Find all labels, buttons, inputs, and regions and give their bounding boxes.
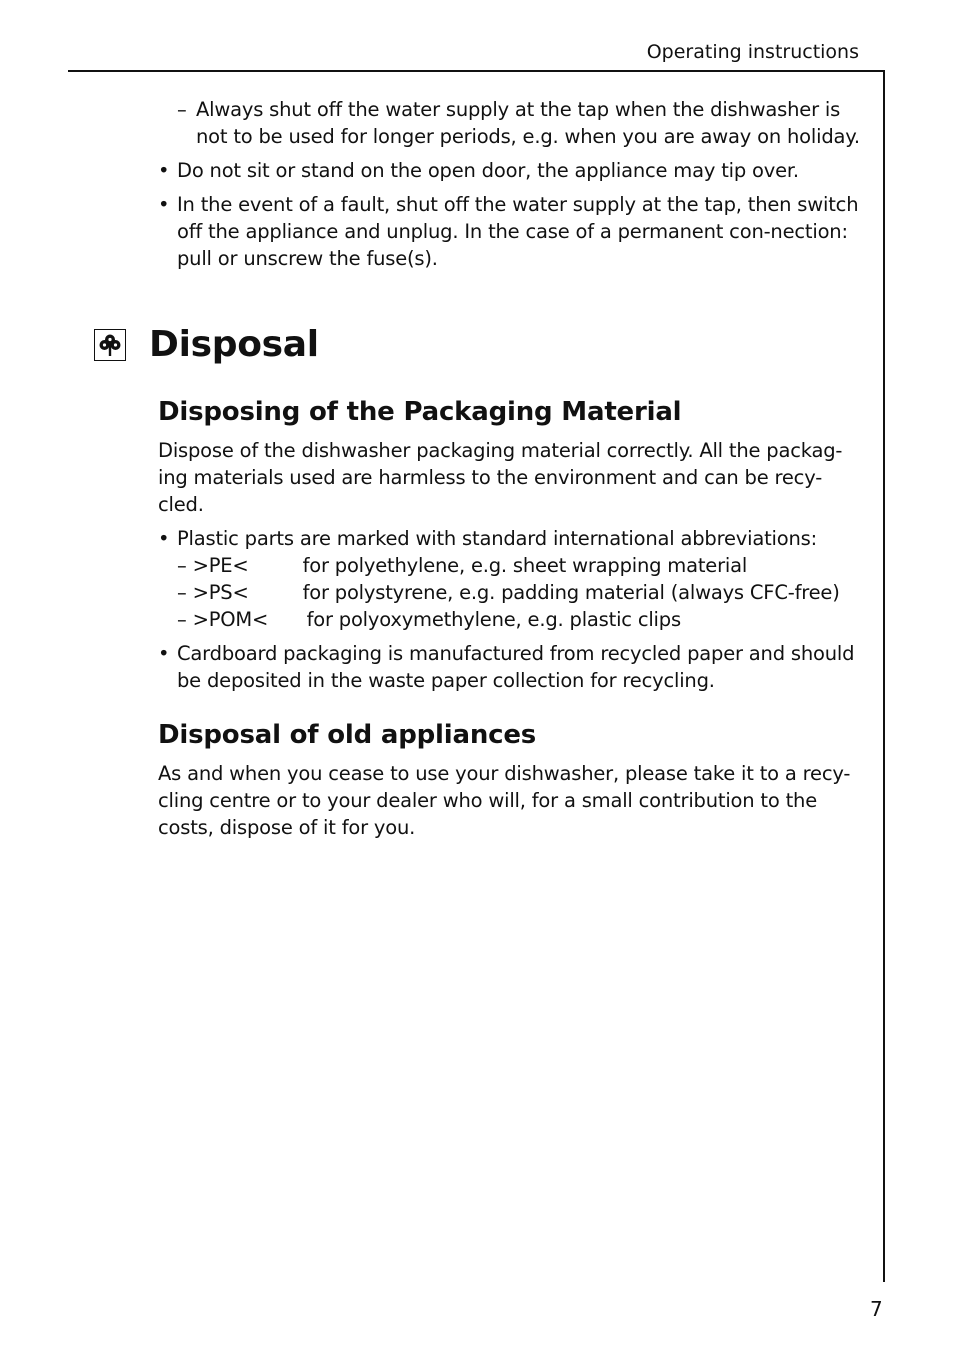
list-item: [158, 525, 864, 552]
abbreviation-description: for polystyrene, e.g. padding material (always CFC-free): [302, 581, 840, 604]
dash-mark: –: [177, 608, 193, 631]
clover-icon: [94, 329, 126, 361]
old-appliances-section: [158, 718, 864, 841]
abbreviation-description: for polyethylene, e.g. sheet wrapping material: [302, 554, 748, 577]
packaging-intro: Dispose of the dishwasher packaging material correctly. All the packag-ing materials used are harmless to the environment and can be recy-cled.: [158, 439, 843, 516]
bullet-mark: •: [158, 159, 170, 182]
abbreviation-code: >PS<: [192, 581, 249, 604]
abbreviation-row: [158, 606, 864, 633]
list-item: [158, 640, 864, 694]
abbreviation-description: for polyoxymethylene, e.g. plastic clips: [306, 608, 681, 631]
plastic-bullet-text: Plastic parts are marked with standard international abbreviations:: [177, 527, 817, 550]
list-item-text: Always shut off the water supply at the tap when the dishwasher is not to be used for longer periods, e.g. when you are away on holiday.: [196, 98, 860, 148]
abbreviation-row: [158, 552, 864, 579]
old-appliances-text: As and when you cease to use your dishwasher, please take it to a recy-cling centre or to your dealer who will, for a small contribution to the costs, dispose of it for you.: [158, 762, 851, 839]
old-appliances-heading: Disposal of old appliances: [158, 720, 537, 750]
list-item-text: In the event of a fault, shut off the water supply at the tap, then switch off the appliance and unplug. In the case of a permanent con-nection: pull or unscrew the fuse(s).: [177, 193, 859, 270]
dash-mark: –: [177, 554, 193, 577]
running-header: Operating instructions: [646, 41, 859, 63]
list-item-text: Do not sit or stand on the open door, the appliance may tip over.: [177, 159, 799, 182]
abbreviation-row: [158, 579, 864, 606]
list-item: [158, 96, 864, 150]
section-heading: [94, 320, 319, 370]
list-item: [158, 157, 864, 184]
side-rule: [883, 70, 885, 1282]
list-item: [158, 191, 864, 272]
abbreviation-code: >PE<: [192, 554, 249, 577]
page-number: 7: [870, 1297, 883, 1321]
safety-list: [158, 96, 864, 279]
dash-mark: –: [177, 581, 193, 604]
bullet-mark: •: [158, 527, 170, 550]
packaging-section: [158, 395, 864, 694]
bullet-mark: •: [158, 642, 170, 665]
section-title: Disposal: [149, 324, 319, 365]
header-rule: [68, 70, 885, 72]
abbreviation-code: >POM<: [192, 608, 269, 631]
bullet-mark: •: [158, 193, 170, 216]
packaging-heading: Disposing of the Packaging Material: [158, 397, 682, 427]
dash-mark: –: [177, 98, 187, 121]
cardboard-bullet-text: Cardboard packaging is manufactured from recycled paper and should be deposited in the waste paper collection for recycling.: [177, 642, 855, 692]
